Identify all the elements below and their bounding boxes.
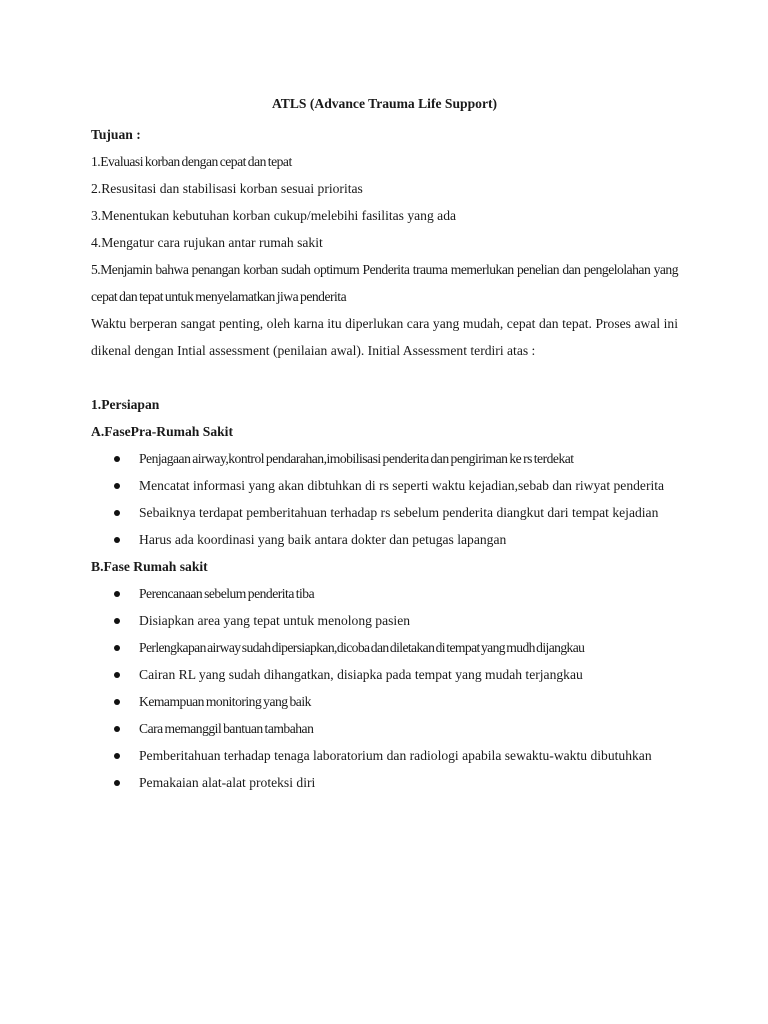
intro-paragraph: Waktu berperan sangat penting, oleh karna itu diperlukan cara yang mudah, cepat dan tepat. Proses awal ini dikenal dengan Intial assessment (penilaian awal). Initial Assessment terdiri atas :	[91, 316, 678, 358]
list-item	[91, 634, 678, 661]
list-item	[91, 472, 678, 499]
section-a-heading: A.FasePra-Rumah Sakit	[91, 424, 233, 439]
list-item	[91, 499, 678, 526]
bullet-icon	[114, 780, 120, 786]
bullet-icon	[114, 726, 120, 732]
document-body	[91, 86, 678, 796]
bullet-icon	[114, 537, 120, 543]
list-item-text: Perlengkapan airway sudah dipersiapkan,dicoba dan diletakan di tempat yang mudh dijangkau	[139, 640, 585, 655]
list-item-text: Cara memanggil bantuan tambahan	[139, 721, 314, 736]
list-item	[91, 715, 678, 742]
tujuan-item-4: 4.Mengatur cara rujukan antar rumah sakit	[91, 235, 323, 250]
document-title: ATLS (Advance Trauma Life Support)	[271, 96, 498, 111]
bullet-icon	[114, 591, 120, 597]
section-persiapan-heading: 1.Persiapan	[91, 397, 160, 412]
list-item-text: Mencatat informasi yang akan dibtuhkan di rs seperti waktu kejadian,sebab dan riwyat penderita	[139, 478, 665, 493]
bullet-icon	[114, 510, 120, 516]
list-item-text: Pemberitahuan terhadap tenaga laboratorium dan radiologi apabila sewaktu-waktu dibutuhkan	[139, 748, 652, 763]
bullet-icon	[114, 645, 120, 651]
blank-line	[91, 364, 678, 391]
list-item-text: Perencanaan sebelum penderita tiba	[139, 586, 315, 601]
bullet-icon	[114, 456, 120, 462]
tujuan-item-3: 3.Menentukan kebutuhan korban cukup/melebihi fasilitas yang ada	[91, 208, 457, 223]
tujuan-heading: Tujuan :	[91, 127, 141, 142]
list-item-text: Penjagaan airway,kontrol pendarahan,imobilisasi penderita dan pengiriman ke rs terdekat	[139, 451, 574, 466]
tujuan-item-2: 2.Resusitasi dan stabilisasi korban sesuai prioritas	[91, 181, 363, 196]
list-item-text: Harus ada koordinasi yang baik antara dokter dan petugas lapangan	[139, 532, 507, 547]
list-item	[91, 742, 678, 769]
list-item-text: Disiapkan area yang tepat untuk menolong pasien	[139, 613, 411, 628]
list-item	[91, 661, 678, 688]
bullet-icon	[114, 753, 120, 759]
list-item	[91, 769, 678, 796]
bullet-icon	[114, 699, 120, 705]
list-item	[91, 688, 678, 715]
bullet-icon	[114, 672, 120, 678]
tujuan-item-5: 5.Menjamin bahwa penangan korban sudah optimum Penderita trauma memerlukan penelian dan pengelolahan yang cepat dan tepat untuk menyelamatkan jiwa penderita	[91, 262, 678, 304]
list-item-text: Cairan RL yang sudah dihangatkan, disiapka pada tempat yang mudah terjangkau	[139, 667, 583, 682]
section-a-list	[91, 445, 678, 553]
list-item-text: Sebaiknya terdapat pemberitahuan terhadap rs sebelum penderita diangkut dari tempat kejadian	[139, 505, 659, 520]
list-item	[91, 445, 678, 472]
list-item	[91, 526, 678, 553]
section-b-list	[91, 580, 678, 796]
section-b-heading: B.Fase Rumah sakit	[91, 559, 208, 574]
list-item-text: Kemampuan monitoring yang baik	[139, 694, 311, 709]
tujuan-item-1: 1.Evaluasi korban dengan cepat dan tepat	[91, 154, 292, 169]
bullet-icon	[114, 483, 120, 489]
list-item	[91, 580, 678, 607]
bullet-icon	[114, 618, 120, 624]
list-item-text: Pemakaian alat-alat proteksi diri	[139, 775, 316, 790]
list-item	[91, 607, 678, 634]
